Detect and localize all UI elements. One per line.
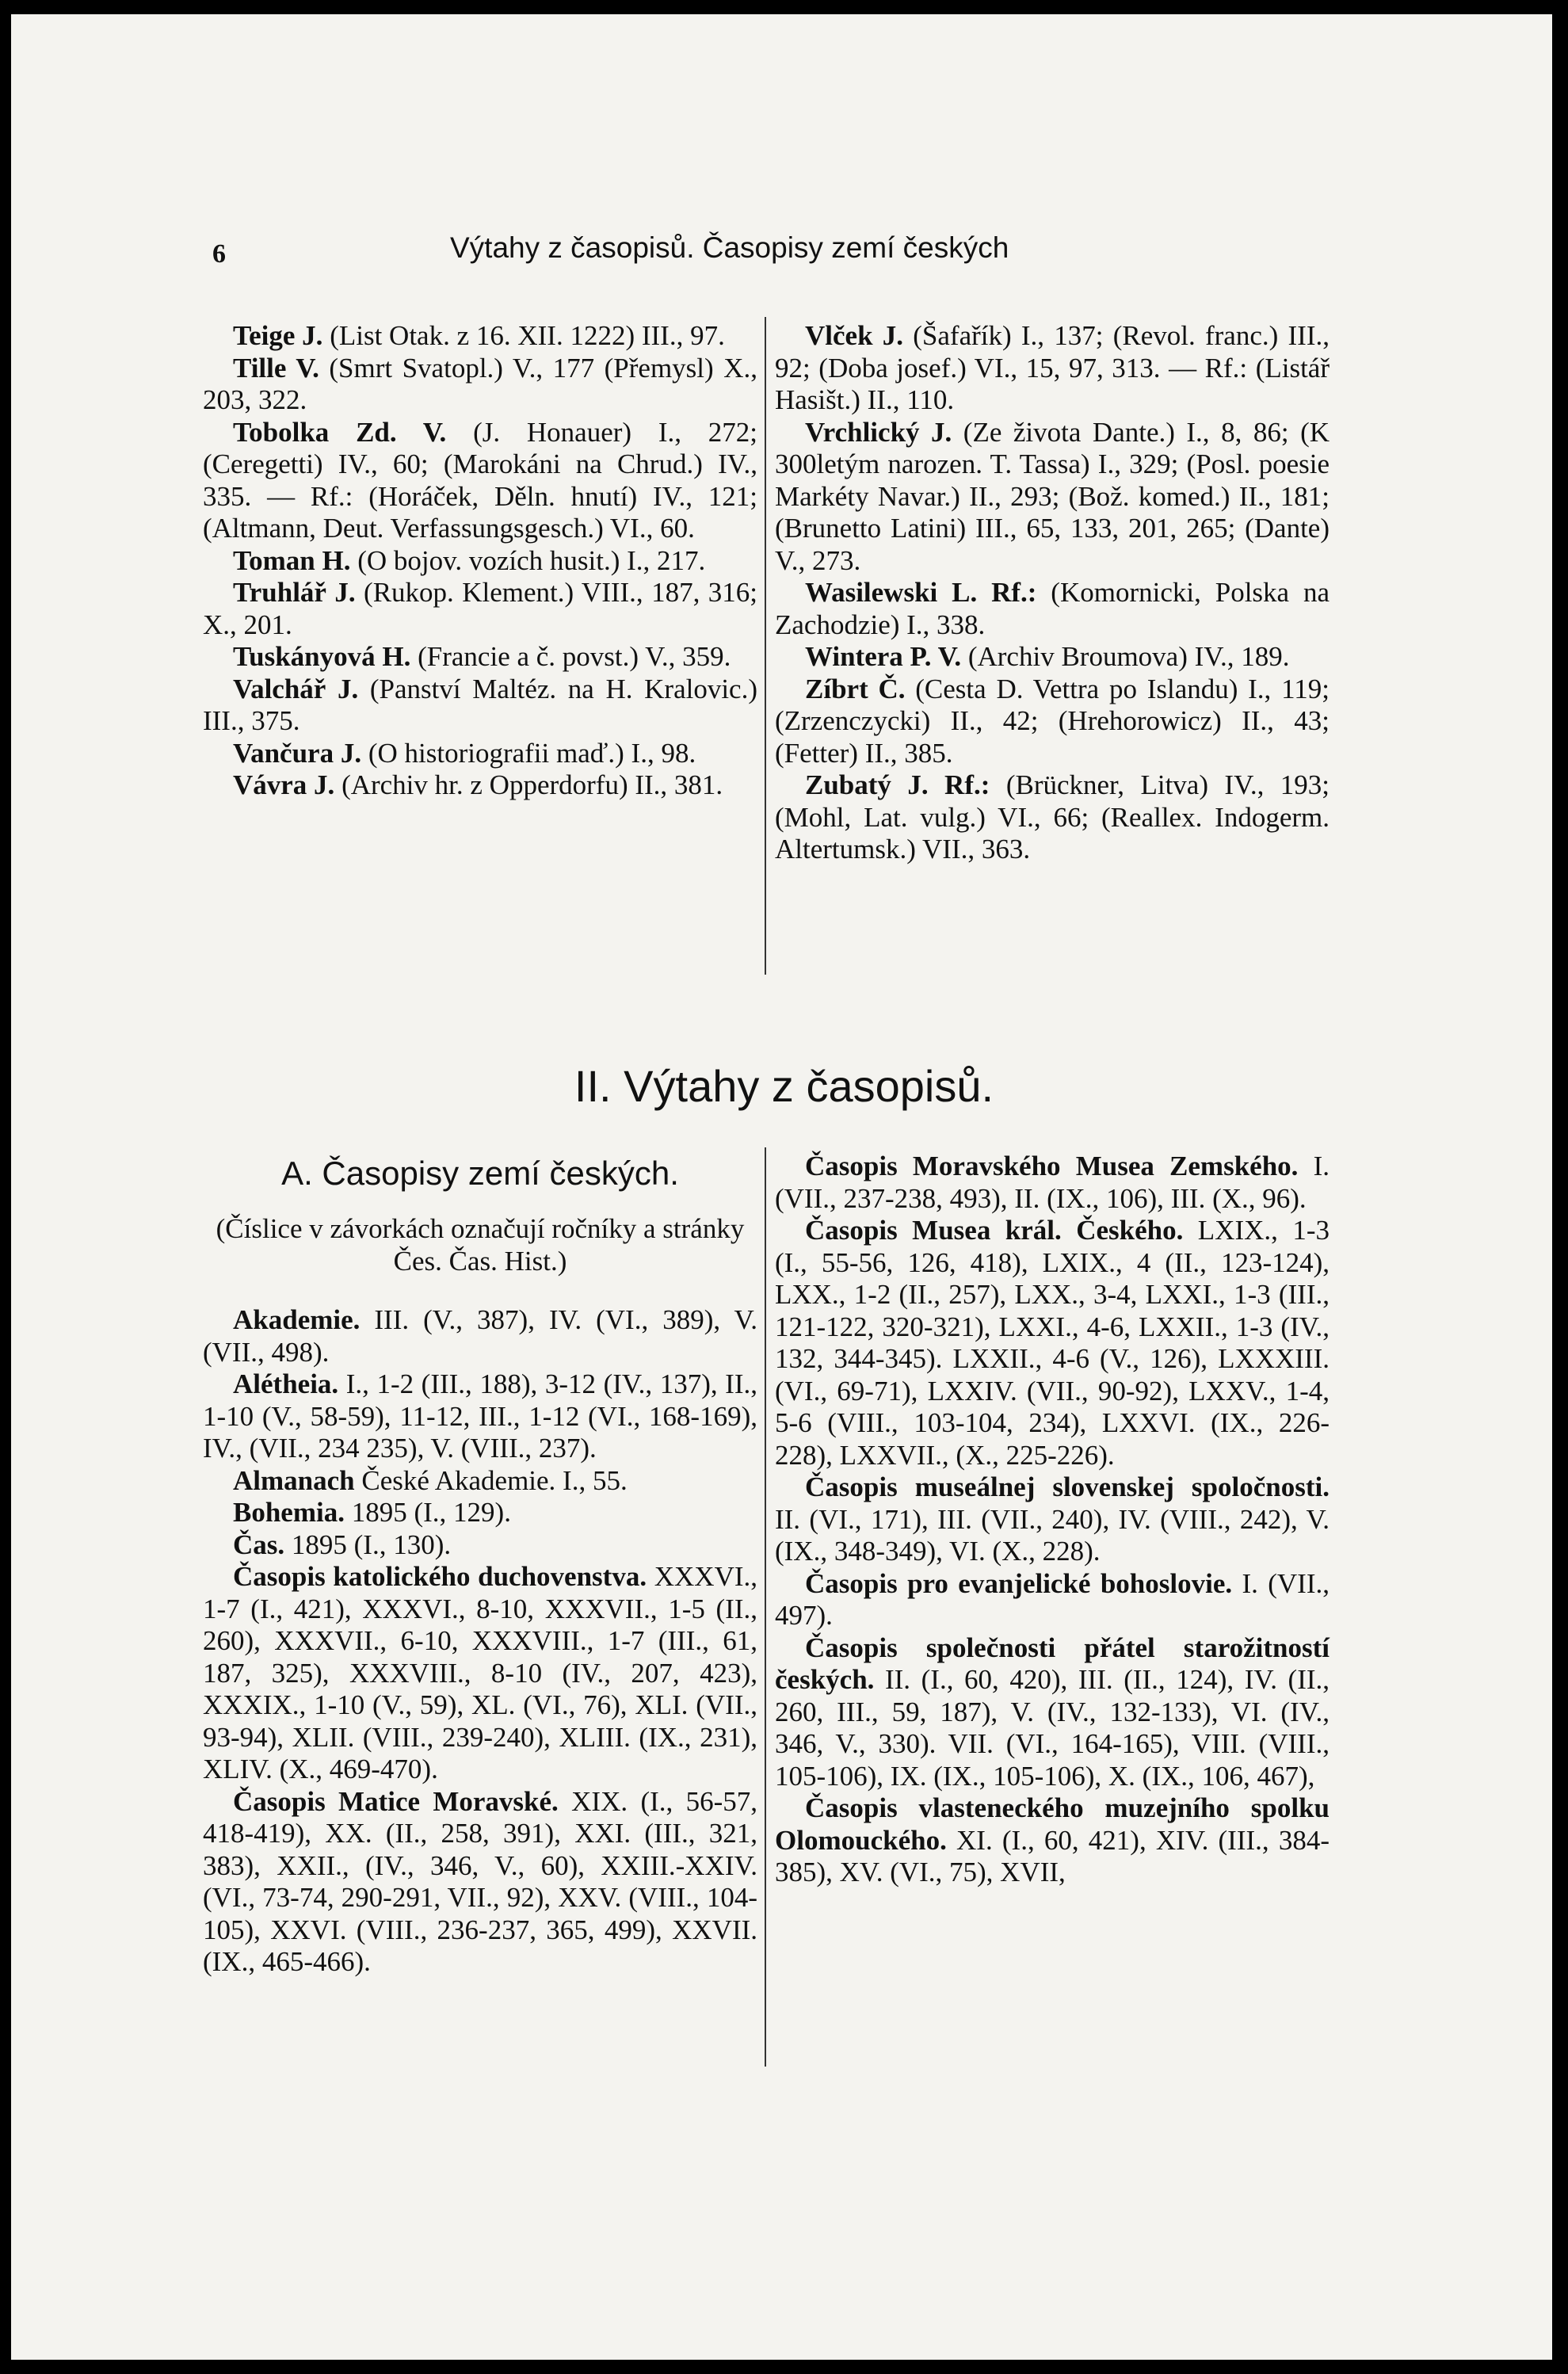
entry-references: (J. Honauer) I., 272; (Ceregetti) IV., 60; (Marokáni na Chrud.) IV., 335. — Rf.: (Horáček, Děln. hnutí) IV., 121; (Altmann, Deut. Verfassungsgesch.) VI., 60. (203, 416, 757, 544)
index-entry (203, 1529, 757, 1562)
index-entry (775, 1215, 1330, 1471)
page-number: 6 (212, 239, 226, 269)
bottom-left-entries (203, 1304, 757, 1979)
running-header (212, 231, 1401, 279)
index-entry (203, 1465, 757, 1498)
entry-references: II. (I., 60, 420), III. (II., 124), IV. (II., 260, III., 59, 187), V. (IV., 132-133), VI. (IV., 346, V., 330). VII. (VI., 164-165), VIII. (VIII., 105-106), IX. (IX., 105-106), X. (IX., 106, 467), (775, 1664, 1330, 1792)
index-entry (203, 320, 757, 353)
index-entry (775, 1568, 1330, 1632)
index-entry (203, 674, 757, 738)
entry-name: Truhlář J. (233, 577, 356, 608)
entry-name: Bohemia. (233, 1497, 345, 1528)
entry-references: (Cesta D. Vettra po Islandu) I., 119; (Zrzenczycki) II., 42; (Hrehorowicz) II., 43; (Fetter) II., 385. (775, 673, 1330, 769)
entry-references: XXXVI., 1-7 (I., 421), XXXVI., 8-10, XXXVII., 1-5 (II., 260), XXXVII., 6-10, XXXVIII., 1-7 (III., 61, 187, 325), XXXVIII., 8-10 (IV., 207, 423), XXXIX., 1-10 (V., 59), XL. (VI., 76), XLI. (VII., 93-94), XLII. (VIII., 239-240), XLIII. (IX., 231), XLIV. (X., 469-470). (203, 1561, 758, 1784)
entry-name: Vlček J. (805, 320, 904, 351)
entry-name: Vrchlický J. (805, 416, 952, 448)
index-entry (203, 353, 757, 417)
entry-references: (Archiv hr. z Opperdorfu) II., 381. (334, 769, 723, 800)
entry-name: Vávra J. (233, 769, 335, 800)
entry-name: Almanach (233, 1464, 355, 1496)
entry-references: XIX. (I., 56-57, 418-419), XX. (II., 258, 391), XXI. (III., 321, 383), XXII., (IV., 346, V., 60), XXIII.-XXIV. (VI., 73-74, 290-291, VII., 92), XXV. (VIII., 104-105), XXVI. (VIII., 236-237, 365, 499), XXVII. (IX., 465-466). (203, 1785, 757, 1977)
index-entry (775, 641, 1330, 674)
entry-name: Toman H. (233, 544, 351, 576)
entry-references: (Archiv Broumova) IV., 189. (961, 641, 1290, 672)
entry-references: LXIX., 1-3 (I., 55-56, 126, 418), LXIX., 4 (II., 123-124), LXX., 1-2 (II., 257), LXX., 3-4, LXXI., 1-3 (III., 121-122, 320-321), LXXI., 4-6, LXXII., 1-3 (IV., 132, 344-345). LXXII., 4-6 (V., 126), LXXXIII. (VI., 69-71), LXXIV. (VII., 90-92), LXXV., 1-4, 5-6 (VIII., 103-104, 234), LXXVI. (IX., 226-228), LXXVII., (X., 225-226). (775, 1215, 1330, 1471)
index-entry (203, 1497, 757, 1529)
entry-name: Vančura J. (233, 737, 362, 769)
index-entry (203, 1368, 757, 1465)
index-entry (203, 738, 757, 770)
entry-references: I. (VII., 237-238, 493), II. (IX., 106), III. (X., 96). (775, 1151, 1330, 1214)
entry-name: Wasilewski L. Rf.: (805, 577, 1037, 608)
entry-references: (Šafařík) I., 137; (Revol. franc.) III., 92; (Doba josef.) VI., 15, 97, 313. — Rf.: (Listář Hasišt.) II., 110. (775, 320, 1330, 415)
index-entry (203, 545, 757, 578)
index-entry (775, 674, 1330, 770)
entry-name: Časopis Musea král. Českého. (805, 1215, 1184, 1246)
top-left-column (203, 320, 757, 802)
entry-name: Tobolka Zd. V. (233, 416, 447, 448)
entry-references: (Ze života Dante.) I., 8, 86; (K 300letým narozen. T. Tassa) I., 329; (Posl. poesie Markéty Navar.) II., 293; (Bož. komed.) II., 181; (Brunetto Latini) III., 65, 133, 201, 265; (Dante) V., 273. (775, 416, 1330, 576)
section-heading: A. Časopisy zemí českých. (281, 1155, 679, 1192)
running-title: Výtahy z časopisů. Časopisy zemí českých (450, 231, 1009, 264)
column-divider-bottom (765, 1147, 766, 2067)
entry-name: Teige J. (233, 320, 323, 351)
index-entry (203, 417, 757, 545)
entry-references: (O historiografii maď.) I., 98. (361, 737, 696, 769)
section-note: (Číslice v závorkách označují ročníky a stránky Čes. Čas. Hist.) (216, 1213, 745, 1277)
entry-name: Časopis museálnej slovenskej spoločnosti. (805, 1471, 1330, 1502)
entry-references: I. (VII., 497). (775, 1567, 1330, 1631)
entry-name: Časopis pro evanjelické bohoslovie. (805, 1567, 1233, 1599)
index-entry (775, 417, 1330, 578)
entry-references: (O bojov. vozích husit.) I., 217. (350, 544, 706, 576)
bottom-left-column (203, 1151, 757, 1979)
entry-name: Valchář J. (233, 673, 359, 704)
entry-name: Alétheia. (233, 1368, 339, 1399)
entry-references: III. (V., 387), IV. (VI., 389), V. (VII., 498). (203, 1304, 757, 1368)
index-entry (775, 1151, 1330, 1215)
entry-name: Časopis Moravského Musea Zemského. (805, 1151, 1299, 1181)
entry-references: (Panství Maltéz. na H. Kralovic.) III., 375. (203, 673, 757, 736)
index-entry (775, 320, 1330, 417)
entry-references: I., 1-2 (III., 188), 3-12 (IV., 137), II., 1-10 (V., 58-59), 11-12, III., 1-12 (VI., 168-169), IV., (VII., 234 235), V. (VIII., 237). (203, 1368, 757, 1464)
index-entry (203, 769, 757, 802)
column-divider-top (765, 317, 766, 975)
entry-references: (Smrt Svatopl.) V., 177 (Přemysl) X., 203, 322. (203, 352, 757, 415)
entry-name: Časopis společnosti přátel starožitností českých. (775, 1632, 1330, 1695)
entry-references: 1895 (I., 129). (344, 1497, 511, 1528)
entry-name: Tuskányová H. (233, 641, 411, 672)
index-entry (203, 577, 757, 641)
index-entry (775, 577, 1330, 641)
entry-references: (Rukop. Klement.) VIII., 187, 316; X., 201. (203, 577, 757, 640)
bottom-right-column (775, 1151, 1330, 1889)
index-entry (203, 1304, 757, 1368)
entry-name: Zubatý J. Rf.: (805, 769, 990, 800)
entry-references: (Francie a č. povst.) V., 359. (410, 641, 731, 672)
entry-references: (Brückner, Litva) IV., 193; (Mohl, Lat. vulg.) VI., 66; (Reallex. Indogerm. Altertumsk.) VII., 363. (775, 769, 1330, 864)
entry-name: Akademie. (233, 1304, 361, 1335)
part-title: II. Výtahy z časopisů. (574, 1061, 994, 1111)
entry-references: (Komornicki, Polska na Zachodzie) I., 338. (775, 577, 1330, 640)
entry-references: II. (VI., 171), III. (VII., 240), IV. (VIII., 242), V. (IX., 348-349), VI. (X., 228). (775, 1503, 1330, 1567)
index-entry (775, 1471, 1330, 1568)
entry-references: (List Otak. z 16. XII. 1222) III., 97. (322, 320, 725, 351)
entry-references: České Akademie. I., 55. (354, 1464, 628, 1496)
entry-name: Čas. (233, 1529, 285, 1560)
top-right-column (775, 320, 1330, 866)
index-entry (775, 1792, 1330, 1889)
entry-name: Tille V. (233, 352, 319, 384)
entry-references: XI. (I., 60, 421), XIV. (III., 384-385), XV. (VI., 75), XVII, (775, 1824, 1330, 1887)
entry-references: 1895 (I., 130). (284, 1529, 452, 1560)
entry-name: Zíbrt Č. (805, 673, 906, 704)
index-entry (203, 1561, 757, 1786)
index-entry (203, 1786, 757, 1979)
entry-name: Wintera P. V. (805, 641, 962, 672)
entry-name: Časopis Matice Moravské. (233, 1785, 559, 1817)
index-entry (775, 1632, 1330, 1793)
entry-name: Časopis vlasteneckého muzejního spolku Olomouckého. (775, 1792, 1330, 1856)
index-entry (775, 769, 1330, 866)
index-entry (203, 641, 757, 674)
entry-name: Časopis katolického duchovenstva. (233, 1561, 647, 1592)
